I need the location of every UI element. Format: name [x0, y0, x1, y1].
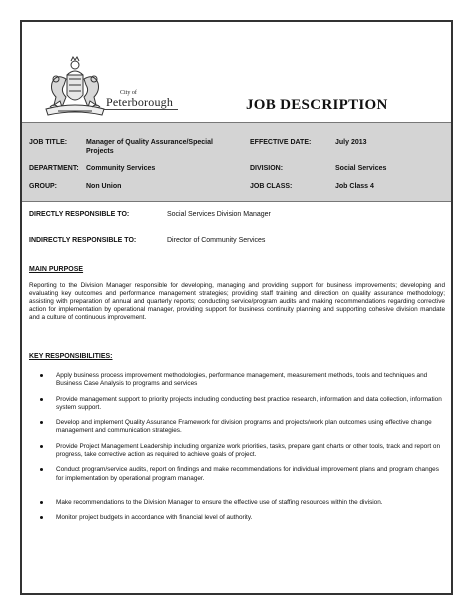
indirectly-responsible-label: INDIRECTLY RESPONSIBLE TO:	[29, 237, 137, 244]
bullet-icon	[40, 516, 43, 519]
job-title-label: JOB TITLE:	[29, 139, 68, 146]
list-item	[36, 514, 446, 522]
list-item-text: Apply business process improvement methodologies, performance management, measurement methods, tools and techniques and Business Case Analysis to programs and services	[56, 372, 428, 388]
main-purpose-heading: MAIN PURPOSE	[29, 266, 84, 273]
job-info-box	[22, 122, 451, 202]
list-item-text: Provide Project Management Leadership including organize work priorities, tasks, prepare gant charts or other tools, track and report on progress, take corrective action as required to achieve goals of project.	[56, 442, 440, 459]
directly-responsible-value: Social Services Division Manager	[167, 211, 271, 218]
bullet-icon	[40, 398, 43, 401]
list-item	[36, 419, 446, 436]
key-responsibilities-heading: KEY RESPONSIBILITIES:	[29, 353, 113, 360]
list-item	[36, 396, 446, 413]
list-item	[36, 372, 446, 389]
bullet-icon	[40, 445, 43, 448]
list-item	[36, 443, 446, 460]
job-class-value: Job Class 4	[335, 183, 374, 190]
city-name-rule	[104, 109, 178, 110]
list-item	[36, 499, 446, 507]
group-value: Non Union	[86, 183, 122, 190]
bullet-icon	[40, 421, 43, 424]
list-item-text: Conduct program/service audits, report on findings and make recommendations for individual improvement plans and program changes for implementation by operational program manager.	[56, 466, 439, 482]
city-prefix-text: City of	[120, 90, 137, 96]
job-class-label: JOB CLASS:	[250, 183, 293, 190]
city-crest-logo	[40, 55, 110, 121]
division-value: Social Services	[335, 165, 387, 172]
job-title-value-line2: Projects	[86, 148, 114, 155]
group-label: GROUP:	[29, 183, 57, 190]
bullet-icon	[40, 501, 43, 504]
list-item	[36, 466, 446, 483]
directly-responsible-label: DIRECTLY RESPONSIBLE TO:	[29, 211, 130, 218]
city-name-text: Peterborough	[106, 95, 174, 109]
bullet-icon	[40, 374, 43, 377]
list-item-text: Develop and implement Quality Assurance Framework for division programs and projects/work plan outcomes using effective change management and communication strategies.	[56, 419, 432, 435]
job-title-value-line1: Manager of Quality Assurance/Special	[86, 139, 213, 146]
list-item-text: Make recommendations to the Division Manager to ensure the effective use of staffing resources within the division.	[56, 498, 383, 506]
department-label: DEPARTMENT:	[29, 165, 79, 172]
effective-date-value: July 2013	[335, 139, 367, 146]
list-item-text: Provide management support to priority projects including conducting best practice research, information and data collection, information system support.	[56, 395, 442, 411]
responsibilities-list	[36, 372, 446, 523]
effective-date-label: EFFECTIVE DATE:	[250, 139, 312, 146]
list-item-text: Monitor project budgets in accordance with financial level of authority.	[56, 514, 253, 522]
division-label: DIVISION:	[250, 165, 284, 172]
indirectly-responsible-value: Director of Community Services	[167, 237, 266, 244]
document-title: JOB DESCRIPTION	[246, 97, 388, 113]
bullet-icon	[40, 468, 43, 471]
main-purpose-paragraph: Reporting to the Division Manager responsible for developing, managing and providing support for business improvements; developing and evaluating key outcomes and performance management strategies; providing staff training and direction on quality assurance methodology; assisting with preparation of annual and quarterly reports; conducting service/program audits and making recommendations regarding corrective action for implementation by operational manager, providing support for business continuity planning and supporting cohesive division mandate and a culture of continuous improvement.	[29, 282, 445, 322]
department-value: Community Services	[86, 165, 156, 172]
